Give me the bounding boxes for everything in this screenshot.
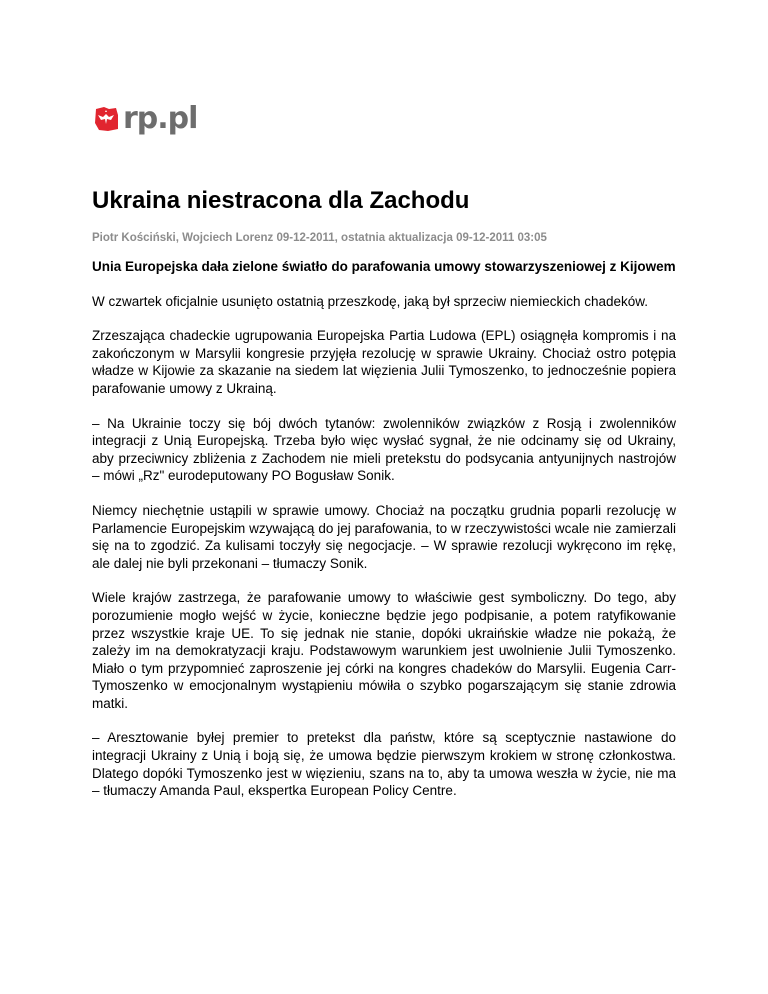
article-paragraph: W czwartek oficjalnie usunięto ostatnią przeszkodę, jaką był sprzeciw niemieckich chadeków. <box>92 293 649 309</box>
eagle-icon <box>92 105 120 133</box>
article-paragraph: – Na Ukrainie toczy się bój dwóch tytanów: zwolenników związków z Rosją i zwolenników integracji z Unią Europejską. Trzeba było więc wysłać sygnał, że nie odcinamy się od Ukrainy, aby przeciwnicy zbliżenia z Zachodem nie mieli pretekstu do podsycania antyunijnych nastrojów – mówi „Rz" eurodeputowany PO Bogusław Sonik. <box>92 415 676 484</box>
article-paragraph: Wiele krajów zastrzega, że parafowanie umowy to właściwie gest symboliczny. Do tego, aby porozumienie mogło wejść w życie, konieczne będzie jego podpisanie, a potem ratyfikowanie przez wszystkie kraje UE. To się jednak nie stanie, dopóki ukraińskie władze nie pokażą, że zależy im na demokratyzacji kraju. Podstawowym warunkiem jest uwolnienie Julii Tymoszenko. Miało o tym przypomnieć zaproszenie jej córki na kongres chadeków do Marsylii. Eugenia Carr-Tymoszenko w emocjonalnym wystąpieniu mówiła o szybko pogarszającym się stanie zdrowia matki. <box>92 590 676 711</box>
site-logo[interactable] <box>92 102 197 136</box>
article-paragraph: Niemcy niechętnie ustąpili w sprawie umowy. Chociaż na początku grudnia poparli rezolucję w Parlamencie Europejskim wzywającą do jej parafowania, to w rzeczywistości wcale nie zamierzali się na to zgodzić. Za kulisami toczyły się negocjacje. – W sprawie rezolucji wykręcono im rękę, ale dalej nie byli przekonani – tłumaczy Sonik. <box>92 502 676 571</box>
article-paragraph: Zrzeszająca chadeckie ugrupowania Europejska Partia Ludowa (EPL) osiągnęła kompromis i na zakończonym w Marsylii kongresie przyjęła rezolucję w sprawie Ukrainy. Chociaż ostro potępia władze w Kijowie za skazanie na siedem lat więzienia Julii Tymoszenko, to jednocześnie popiera parafowanie umowy z Ukrainą. <box>92 328 676 396</box>
article-body <box>92 258 676 817</box>
article-paragraph: – Aresztowanie byłej premier to pretekst dla państw, które są sceptycznie nastawione do integracji Ukrainy z Unią i boją się, że umowa będzie pierwszym krokiem w stronę członkostwa. Dlatego dopóki Tymoszenko jest w więzieniu, szans na to, aby ta umowa weszła w życie, nie ma – tłumaczy Amanda Paul, ekspertka European Policy Centre. <box>92 730 676 799</box>
article-byline: Piotr Kościński, Wojciech Lorenz 09-12-2011, ostatnia aktualizacja 09-12-2011 03:05 <box>92 232 547 244</box>
logo-text: rp.pl <box>123 101 198 136</box>
article-title: Ukraina niestracona dla Zachodu <box>92 187 470 214</box>
article-lead: Unia Europejska dała zielone światło do parafowania umowy stowarzyszeniowej z Kijowem <box>92 259 676 274</box>
